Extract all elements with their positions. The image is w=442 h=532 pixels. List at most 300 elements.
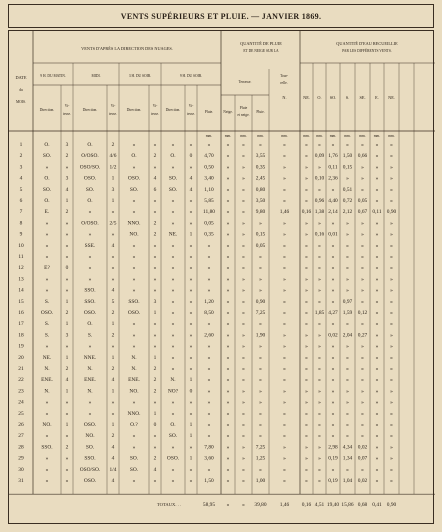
table-cell: » — [305, 164, 308, 171]
table-cell: 1 — [111, 198, 115, 204]
table-cell: OSO. — [127, 175, 141, 182]
table-cell: » — [259, 321, 262, 328]
direction-header: Direction. — [39, 108, 55, 112]
table-cell: » — [346, 231, 349, 238]
table-cell: » — [132, 242, 136, 249]
table-cell: » — [331, 422, 335, 428]
table-cell: » — [305, 388, 308, 395]
table-cell: N. — [44, 366, 50, 372]
table-cell: » — [305, 242, 308, 249]
table-cell: » — [242, 198, 245, 204]
table-cell: » — [88, 399, 92, 406]
table-cell: » — [189, 209, 193, 216]
total-value: 0,90 — [386, 502, 397, 509]
table-cell: » — [189, 321, 193, 328]
table-cell: 6 — [153, 186, 157, 193]
table-cell: » — [226, 422, 230, 428]
table-cell: » — [242, 410, 245, 417]
table-cell: » — [283, 153, 286, 160]
table-cell: » — [189, 242, 193, 249]
table-cell: 11,80 — [203, 209, 215, 216]
table-cell: » — [242, 388, 245, 395]
table-cell: » — [226, 321, 230, 328]
table-cell: » — [375, 198, 379, 204]
row-date: 4 — [19, 175, 23, 182]
table-cell: 2 — [65, 366, 69, 372]
table-cell: » — [283, 399, 286, 406]
table-cell: » — [346, 175, 349, 182]
row-date: 5 — [19, 186, 23, 193]
table-cell: » — [132, 198, 136, 204]
table-cell: » — [346, 276, 349, 283]
table-cell: » — [111, 410, 115, 417]
table-cell: 4,70 — [204, 153, 214, 160]
table-cell: » — [207, 254, 211, 260]
table-cell: » — [283, 198, 286, 204]
table-cell: 0,15 — [342, 164, 353, 171]
table-cell: » — [226, 433, 230, 440]
table-cell: » — [153, 287, 157, 294]
table-cell: » — [207, 276, 211, 283]
table-cell: » — [207, 388, 211, 395]
table-cell: » — [88, 343, 92, 350]
row-date: 29 — [18, 455, 24, 462]
table-cell: 4 — [189, 186, 193, 193]
table-cell: » — [283, 422, 286, 428]
table-cell: » — [375, 265, 379, 272]
table-cell: 0,72 — [342, 198, 353, 204]
table-cell: 1 — [65, 198, 69, 204]
units-label: mm. — [316, 134, 323, 138]
water-group-header: QUANTITÉ D'EAU RECUEILLIE — [336, 41, 398, 46]
table-cell: » — [226, 298, 230, 305]
table-cell: » — [346, 354, 349, 361]
table-cell: » — [45, 455, 49, 462]
table-cell: » — [259, 287, 262, 294]
table-cell: » — [226, 220, 230, 227]
table-cell: » — [361, 186, 364, 193]
table-cell: » — [283, 354, 286, 361]
table-cell: » — [189, 276, 193, 283]
table-cell: » — [207, 466, 211, 473]
table-cell: » — [259, 354, 262, 361]
table-cell: 7,80 — [204, 444, 214, 451]
table-cell: » — [242, 164, 245, 171]
table-cell: 3,40 — [204, 175, 214, 182]
table-cell: O. — [131, 153, 137, 160]
table-cell: » — [390, 422, 393, 428]
table-cell: » — [331, 354, 335, 361]
table-cell: » — [283, 164, 286, 171]
table-cell: » — [171, 310, 175, 316]
table-cell: 2 — [153, 366, 157, 372]
table-cell: 4,27 — [328, 310, 338, 316]
table-cell: » — [207, 142, 211, 148]
table-cell: » — [207, 399, 211, 406]
table-cell: 1 — [111, 321, 115, 328]
table-cell: » — [242, 343, 245, 350]
table-cell: » — [331, 366, 335, 372]
table-cell: » — [259, 265, 262, 272]
table-cell: E? — [44, 265, 50, 272]
table-cell: » — [375, 298, 379, 305]
table-cell: 4 — [111, 455, 115, 462]
table-cell: » — [390, 198, 393, 204]
table-cell: » — [207, 433, 211, 440]
row-date: 15 — [18, 298, 24, 305]
table-cell: » — [331, 343, 335, 350]
table-cell: 3 — [111, 186, 115, 193]
table-cell: » — [226, 142, 230, 148]
table-cell: » — [375, 466, 379, 473]
table-cell: NO. — [42, 422, 52, 428]
table-cell: O. — [87, 198, 93, 204]
table-cell: » — [331, 287, 335, 294]
table-cell: » — [318, 254, 321, 260]
table-cell: » — [226, 242, 230, 249]
table-cell: » — [226, 287, 230, 294]
table-cell: » — [65, 455, 69, 462]
table-cell: » — [305, 366, 308, 372]
table-cell: 1,50 — [342, 153, 353, 160]
table-cell: 1 — [65, 422, 69, 428]
table-cell: 0,15 — [255, 231, 266, 238]
table-cell: » — [189, 310, 193, 316]
table-cell: » — [283, 433, 286, 440]
table-cell: 1 — [111, 175, 115, 182]
table-cell: » — [88, 276, 92, 283]
table-cell: » — [318, 265, 321, 272]
table-cell: 2,36 — [328, 175, 338, 182]
table-cell: » — [283, 220, 286, 227]
table-cell: » — [305, 287, 308, 294]
table-cell: » — [305, 198, 308, 204]
table-cell: » — [318, 422, 321, 428]
table-cell: » — [242, 321, 245, 328]
table-cell: N. — [131, 366, 137, 372]
table-cell: » — [346, 410, 349, 417]
table-cell: » — [226, 310, 230, 316]
table-cell: » — [65, 433, 69, 440]
table-cell: 0,19 — [328, 478, 338, 484]
table-cell: » — [259, 366, 262, 372]
table-cell: » — [283, 332, 286, 339]
table-cell: » — [375, 478, 379, 484]
table-cell: » — [171, 276, 175, 283]
table-cell: » — [153, 164, 157, 171]
table-cell: » — [226, 444, 230, 451]
table-cell: » — [318, 444, 321, 451]
table-cell: » — [189, 220, 193, 227]
table-cell: » — [375, 287, 379, 294]
table-cell: » — [111, 265, 115, 272]
table-cell: » — [45, 287, 49, 294]
table-cell: 1,38 — [314, 209, 325, 216]
table-cell: 3,60 — [204, 455, 214, 462]
table-cell: » — [390, 142, 393, 148]
row-date: 20 — [18, 354, 24, 361]
water-dir-header: NE. — [388, 95, 395, 100]
table-cell: » — [132, 321, 136, 328]
vitesse-header-2: tesse. — [63, 112, 71, 116]
tour-header-2: relle. — [280, 81, 288, 85]
table-cell: 2,14 — [328, 209, 338, 216]
table-cell: 2,04 — [342, 332, 353, 339]
pluie-neige-header-2: et neige. — [237, 113, 250, 117]
table-cell: » — [171, 164, 175, 171]
table-cell: » — [226, 343, 230, 350]
table-cell: » — [318, 466, 321, 473]
table-cell: OSO. — [83, 478, 97, 484]
table-cell: OSO/SO. — [79, 164, 101, 171]
vitesse-header: Vi- — [64, 104, 70, 108]
table-cell: » — [189, 444, 193, 451]
table-cell: 5,85 — [204, 198, 214, 204]
table-cell: » — [346, 254, 349, 260]
table-cell: » — [346, 366, 349, 372]
table-cell: O.? — [130, 422, 138, 428]
table-cell: » — [283, 287, 286, 294]
row-date: 24 — [18, 399, 24, 406]
water-dir-header: NE. — [303, 95, 310, 100]
table-cell: » — [305, 265, 308, 272]
table-cell: » — [189, 366, 193, 372]
table-cell: » — [318, 455, 321, 462]
table-cell: » — [171, 220, 175, 227]
table-cell: » — [189, 399, 193, 406]
vitesse-header-2: tesse. — [109, 112, 117, 116]
table-cell: ENE. — [41, 377, 53, 384]
table-cell: » — [361, 298, 364, 305]
table-cell: 1,90 — [255, 332, 266, 339]
table-cell: » — [132, 343, 136, 350]
table-cell: » — [375, 186, 379, 193]
table-cell: » — [318, 332, 321, 339]
table-cell: » — [207, 410, 211, 417]
table-cell: » — [153, 242, 157, 249]
table-cell: 0,67 — [357, 209, 368, 216]
table-cell: » — [375, 433, 379, 440]
table-cell: » — [171, 478, 175, 484]
table-cell: » — [259, 466, 262, 473]
table-cell: 4/6 — [109, 153, 117, 160]
row-date: 9 — [19, 231, 23, 238]
table-cell: » — [331, 142, 335, 148]
units-label: mm. — [281, 134, 288, 138]
table-cell: 1 — [111, 354, 115, 361]
table-cell: » — [171, 321, 175, 328]
terrasse-header: Terrasse. — [238, 80, 252, 84]
table-cell: » — [361, 388, 364, 395]
table-cell: » — [305, 343, 308, 350]
table-cell: » — [189, 265, 193, 272]
total-value: 58,95 — [202, 502, 216, 509]
table-cell: » — [259, 343, 262, 350]
table-cell: 1,20 — [204, 298, 214, 305]
table-cell: 2 — [111, 332, 115, 339]
table-cell: SO. — [129, 186, 139, 193]
table-cell: » — [331, 298, 335, 305]
table-cell: » — [189, 198, 193, 204]
table-cell: » — [361, 410, 364, 417]
table-cell: OSO. — [40, 310, 54, 316]
table-cell: » — [45, 220, 49, 227]
table-cell: » — [390, 186, 393, 193]
table-cell: » — [171, 287, 175, 294]
table-cell: SO. — [85, 444, 95, 451]
table-cell: 1,25 — [255, 455, 266, 462]
table-cell: » — [207, 377, 211, 384]
time-header: MIDI. — [91, 74, 101, 78]
table-cell: N. — [131, 354, 137, 361]
table-cell: » — [153, 399, 157, 406]
table-cell: » — [171, 142, 175, 148]
table-cell: » — [375, 175, 379, 182]
table-cell: 1,85 — [314, 310, 325, 316]
table-cell: » — [207, 366, 211, 372]
table-cell: » — [242, 377, 245, 384]
table-cell: » — [305, 153, 308, 160]
table-cell: » — [361, 377, 364, 384]
table-cell: SO. — [42, 186, 52, 193]
table-cell: » — [305, 433, 308, 440]
table-cell: » — [361, 433, 364, 440]
table-cell: » — [318, 377, 321, 384]
table-cell: » — [305, 276, 308, 283]
table-cell: » — [153, 254, 157, 260]
table-cell: » — [45, 276, 49, 283]
table-cell: » — [331, 410, 335, 417]
table-cell: » — [318, 276, 321, 283]
table-cell: » — [189, 354, 193, 361]
table-cell: » — [390, 455, 393, 462]
table-cell: » — [242, 142, 245, 148]
row-date: 8 — [19, 220, 23, 227]
table-cell: » — [226, 175, 230, 182]
table-cell: » — [305, 220, 308, 227]
table-cell: » — [242, 399, 245, 406]
table-cell: » — [88, 254, 92, 260]
table-cell: » — [318, 410, 321, 417]
table-cell: 4 — [153, 175, 157, 182]
table-cell: » — [361, 466, 364, 473]
table-cell: SSO. — [84, 298, 96, 305]
table-cell: » — [88, 209, 92, 216]
vitesse-header-2: tesse. — [187, 112, 195, 116]
table-cell: SSO. — [41, 444, 53, 451]
table-cell: » — [361, 287, 364, 294]
table-cell: » — [305, 444, 308, 451]
table-cell: N. — [87, 366, 93, 372]
neige-header: Neige. — [223, 110, 233, 114]
table-cell: 2 — [111, 310, 115, 316]
table-cell: » — [390, 388, 393, 395]
table-cell: » — [65, 343, 69, 350]
table-cell: » — [361, 142, 364, 148]
table-cell: » — [390, 399, 393, 406]
table-cell: » — [189, 410, 193, 417]
table-cell: 8,50 — [204, 310, 214, 316]
table-cell: » — [361, 366, 364, 372]
table-cell: » — [390, 321, 393, 328]
table-cell: » — [111, 254, 115, 260]
row-date: 17 — [18, 321, 24, 328]
table-cell: » — [361, 265, 364, 272]
table-cell: » — [45, 478, 49, 484]
table-cell: » — [283, 366, 286, 372]
table-cell: » — [226, 455, 230, 462]
table-cell: 0,97 — [342, 298, 353, 305]
table-cell: 0,02 — [357, 478, 368, 484]
table-cell: O. — [170, 153, 176, 160]
table-cell: SO. — [129, 466, 139, 473]
row-date: 23 — [18, 388, 24, 395]
table-cell: » — [88, 410, 92, 417]
table-cell: » — [132, 142, 136, 148]
table-cell: 1 — [111, 422, 115, 428]
total-value: » — [226, 502, 230, 509]
table-cell: NO? — [167, 388, 179, 395]
table-cell: O. — [87, 142, 93, 148]
table-cell: » — [375, 310, 379, 316]
table-cell: » — [305, 231, 308, 238]
table-cell: » — [242, 209, 245, 216]
table-cell: » — [283, 388, 286, 395]
table-cell: » — [259, 377, 262, 384]
table-cell: » — [283, 410, 286, 417]
table-cell: 5 — [111, 298, 115, 305]
table-cell: » — [375, 422, 379, 428]
table-cell: » — [242, 254, 245, 260]
table-cell: NNO. — [127, 220, 141, 227]
table-cell: » — [318, 321, 321, 328]
table-cell: » — [346, 321, 349, 328]
table-cell: » — [318, 142, 321, 148]
table-cell: 2 — [65, 153, 69, 160]
table-cell: » — [361, 242, 364, 249]
table-cell: O. — [44, 142, 50, 148]
table-cell: O. — [44, 175, 50, 182]
table-cell: » — [242, 175, 245, 182]
table-cell: » — [153, 198, 157, 204]
table-cell: OSO. — [83, 310, 97, 316]
table-cell: » — [318, 287, 321, 294]
table-cell: » — [189, 466, 193, 473]
table-cell: 1,76 — [328, 153, 338, 160]
table-cell: » — [153, 276, 157, 283]
table-cell: 0,09 — [314, 153, 325, 160]
table-cell: 4 — [65, 186, 69, 193]
table-cell: SSO. — [84, 287, 96, 294]
table-cell: 9,80 — [255, 209, 266, 216]
table-cell: » — [305, 332, 308, 339]
table-cell: 1,00 — [255, 478, 266, 484]
table-cell: 1 — [153, 354, 157, 361]
rain-group-subheader: ET DE NEIGE SUR LA — [243, 49, 279, 53]
row-date: 28 — [18, 444, 24, 451]
total-value: 1,46 — [279, 502, 290, 509]
table-cell: » — [390, 153, 393, 160]
table-cell: » — [242, 310, 245, 316]
table-cell: » — [242, 220, 245, 227]
table-cell: » — [242, 422, 245, 428]
table-cell: » — [361, 164, 364, 171]
table-cell: » — [331, 265, 335, 272]
table-cell: 4 — [111, 478, 115, 484]
table-cell: 7,25 — [255, 444, 266, 451]
table-cell: » — [331, 377, 335, 384]
units-label: mm. — [303, 134, 310, 138]
